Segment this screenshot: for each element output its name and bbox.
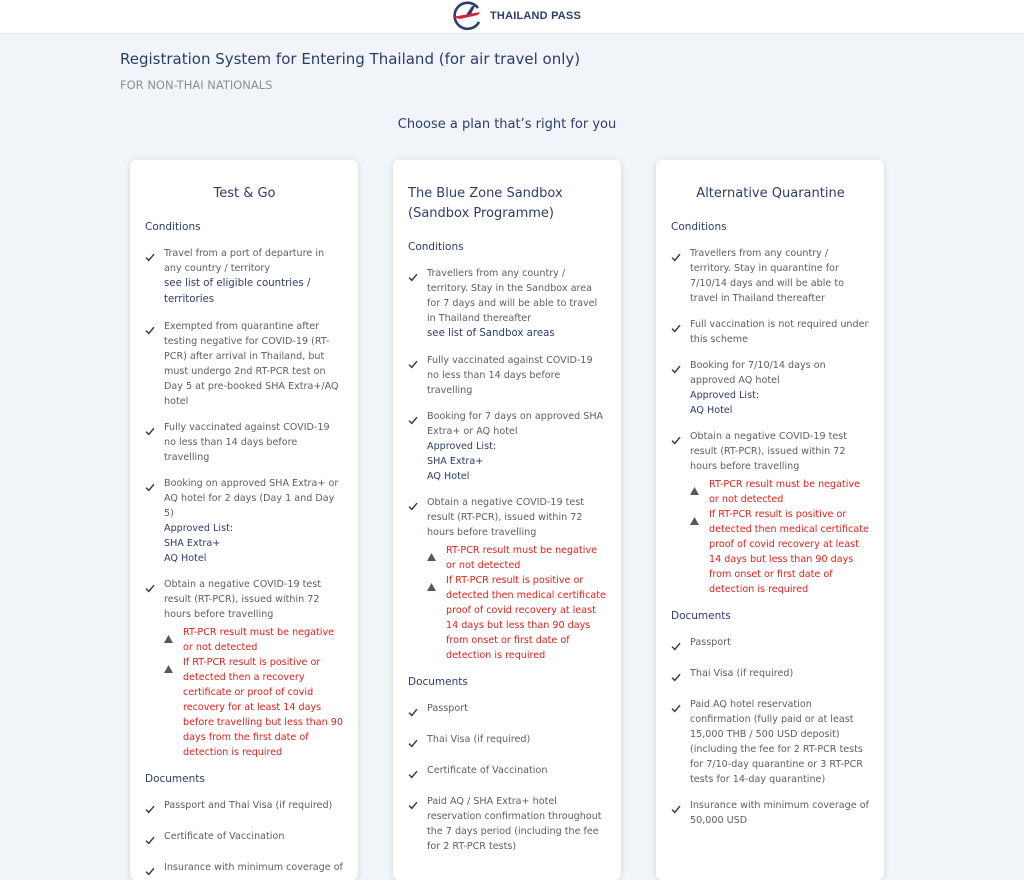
condition-item	[145, 420, 344, 465]
check-icon	[145, 326, 155, 335]
check-icon	[671, 805, 681, 814]
warning-triangle-icon	[164, 635, 173, 643]
warning-text: RT-PCR result must be negative or not detected	[446, 545, 598, 571]
warning-item	[427, 543, 607, 573]
check-icon	[145, 427, 155, 436]
check-icon	[408, 708, 418, 717]
check-icon	[408, 360, 418, 369]
document-text: Paid AQ / SHA Extra+ hotel reservation confirmation throughout the 7 days period (including the fee for 2 RT-PCR tests)	[427, 796, 602, 852]
check-icon	[408, 502, 418, 511]
condition-text: Booking for 7/10/14 days on approved AQ hotel	[690, 360, 826, 386]
condition-item	[671, 246, 870, 306]
check-icon	[671, 642, 681, 651]
warning-triangle-icon	[427, 553, 436, 561]
plan-title: Test & Go	[213, 186, 276, 201]
conditions-heading: Conditions	[145, 221, 201, 233]
warning-triangle-icon	[690, 517, 699, 525]
warning-triangle-icon	[427, 583, 436, 591]
warning-text: If RT-PCR result is positive or detected then medical certificate proof of covid recovery at least 14 days but less than 90 days from onset or first date of detection is required	[709, 509, 869, 595]
document-text: Insurance with minimum coverage of	[164, 862, 343, 873]
plan-card-test-and-go[interactable]	[130, 160, 358, 880]
sandbox-areas-link[interactable]: see list of Sandbox areas	[427, 328, 555, 339]
warning-item	[427, 573, 607, 663]
document-text: Paid AQ hotel reservation confirmation (fully paid or at least 15,000 THB / 500 USD deposit) (including the fee for 2 RT-PCR tests for 7/10-day quarantine or 3 RT-PCR tests for 14-day quarantine)	[690, 699, 863, 785]
warning-triangle-icon	[164, 665, 173, 673]
condition-text: Full vaccination is not required under this scheme	[690, 319, 869, 345]
plane-logo-icon	[448, 2, 484, 30]
approved-list-label: Approved List:	[164, 523, 234, 534]
top-header	[0, 0, 1024, 34]
plan-card-blue-zone-sandbox[interactable]	[393, 160, 621, 880]
plan-title: Alternative Quarantine	[696, 186, 845, 201]
document-text: Certificate of Vaccination	[427, 765, 548, 776]
warning-text: RT-PCR result must be negative or not detected	[183, 627, 335, 653]
check-icon	[145, 805, 155, 814]
warning-triangle-icon	[690, 487, 699, 495]
check-icon	[671, 253, 681, 262]
document-item	[145, 829, 344, 849]
documents-heading: Documents	[145, 773, 205, 785]
condition-item	[145, 476, 344, 566]
document-text: Passport	[690, 637, 731, 648]
document-text: Passport and Thai Visa (if required)	[164, 800, 333, 811]
condition-text: Fully vaccinated against COVID-19 no less than 14 days before travelling	[164, 422, 330, 463]
conditions-heading: Conditions	[671, 221, 727, 233]
eligible-countries-link[interactable]: see list of eligible countries / territories	[164, 278, 311, 305]
plan-title: The Blue Zone Sandbox (Sandbox Programme)	[408, 186, 563, 221]
condition-item	[408, 353, 607, 398]
approved-list-label: Approved List:	[427, 441, 497, 452]
document-text: Certificate of Vaccination	[164, 831, 285, 842]
condition-text: Travellers from any country / territory. Stay in the Sandbox area for 7 days and will be able to travel in Thailand thereafter	[427, 268, 598, 324]
sha-extra-link[interactable]: SHA Extra+	[164, 538, 221, 549]
aq-hotel-link[interactable]: AQ Hotel	[427, 471, 470, 482]
thailand-pass-logo[interactable]	[448, 2, 581, 30]
documents-heading: Documents	[671, 610, 731, 622]
condition-text: Obtain a negative COVID-19 test result (RT-PCR), issued within 72 hours before travelling	[164, 579, 322, 620]
condition-item	[408, 266, 607, 342]
check-icon	[145, 867, 155, 876]
document-item	[145, 798, 344, 818]
document-text: Thai Visa (if required)	[690, 668, 794, 679]
page-title: Registration System for Entering Thailand (for air travel only)	[120, 50, 581, 68]
documents-heading: Documents	[408, 676, 468, 688]
check-icon	[408, 273, 418, 282]
check-icon	[671, 324, 681, 333]
condition-text: Travel from a port of departure in any country / territory	[164, 248, 325, 274]
check-icon	[671, 365, 681, 374]
condition-item	[408, 495, 607, 665]
check-icon	[671, 436, 681, 445]
condition-text: Exempted from quarantine after testing negative for COVID-19 (RT-PCR) after arrival in Thailand, but must undergo 2nd RT-PCR test on Day 5 at pre-booked SHA Extra+/AQ hotel	[164, 321, 339, 407]
warning-text: If RT-PCR result is positive or detected then a recovery certificate or proof of covid recovery for at least 14 days before travelling but less than 90 days from the first date of detection is required	[183, 657, 343, 758]
sha-extra-link[interactable]: SHA Extra+	[427, 456, 484, 467]
check-icon	[408, 770, 418, 779]
check-icon	[408, 739, 418, 748]
check-icon	[145, 836, 155, 845]
warning-text: RT-PCR result must be negative or not detected	[709, 479, 861, 505]
document-item	[408, 763, 607, 783]
aq-hotel-link[interactable]: AQ Hotel	[164, 553, 207, 564]
check-icon	[671, 673, 681, 682]
document-item	[408, 794, 607, 854]
warning-item	[690, 477, 870, 507]
logo-text: THAILAND PASS	[490, 10, 582, 22]
document-item	[671, 697, 870, 787]
warning-item	[690, 507, 870, 597]
warning-text: If RT-PCR result is positive or detected then medical certificate proof of covid recovery at least 14 days but less than 90 days from onset or first date of detection is required	[446, 575, 606, 661]
check-icon	[145, 483, 155, 492]
check-icon	[145, 253, 155, 262]
document-item	[145, 860, 344, 880]
condition-text: Booking for 7 days on approved SHA Extra+ or AQ hotel	[427, 411, 604, 437]
document-item	[408, 701, 607, 721]
approved-list-label: Approved List:	[690, 390, 760, 401]
check-icon	[408, 416, 418, 425]
condition-item	[671, 429, 870, 599]
document-item	[671, 666, 870, 686]
condition-item	[671, 317, 870, 347]
check-icon	[671, 704, 681, 713]
choose-plan-heading: Choose a plan that’s right for you	[397, 117, 617, 132]
condition-item	[671, 358, 870, 418]
check-icon	[408, 801, 418, 810]
document-text: Insurance with minimum coverage of 50,000 USD	[690, 800, 869, 826]
plan-card-alternative-quarantine[interactable]	[656, 160, 884, 880]
condition-text: Obtain a negative COVID-19 test result (RT-PCR), issued within 72 hours before travelling	[427, 497, 585, 538]
condition-item	[408, 409, 607, 484]
document-text: Thai Visa (if required)	[427, 734, 531, 745]
document-item	[671, 635, 870, 655]
document-item	[671, 798, 870, 828]
check-icon	[145, 584, 155, 593]
warning-item	[164, 655, 344, 760]
aq-hotel-link[interactable]: AQ Hotel	[690, 405, 733, 416]
condition-text: Fully vaccinated against COVID-19 no less than 14 days before travelling	[427, 355, 593, 396]
document-item	[408, 732, 607, 752]
condition-item	[145, 577, 344, 762]
conditions-heading: Conditions	[408, 241, 464, 253]
page-subtitle: FOR NON-THAI NATIONALS	[120, 78, 273, 92]
warning-item	[164, 625, 344, 655]
condition-text: Booking on approved SHA Extra+ or AQ hotel for 2 days (Day 1 and Day 5)	[164, 478, 339, 519]
condition-item	[145, 246, 344, 308]
condition-item	[145, 319, 344, 409]
condition-text: Obtain a negative COVID-19 test result (RT-PCR), issued within 72 hours before travelling	[690, 431, 848, 472]
document-text: Passport	[427, 703, 468, 714]
condition-text: Travellers from any country / territory. Stay in quarantine for 7/10/14 days and will be able to travel in Thailand thereafter	[690, 248, 844, 304]
